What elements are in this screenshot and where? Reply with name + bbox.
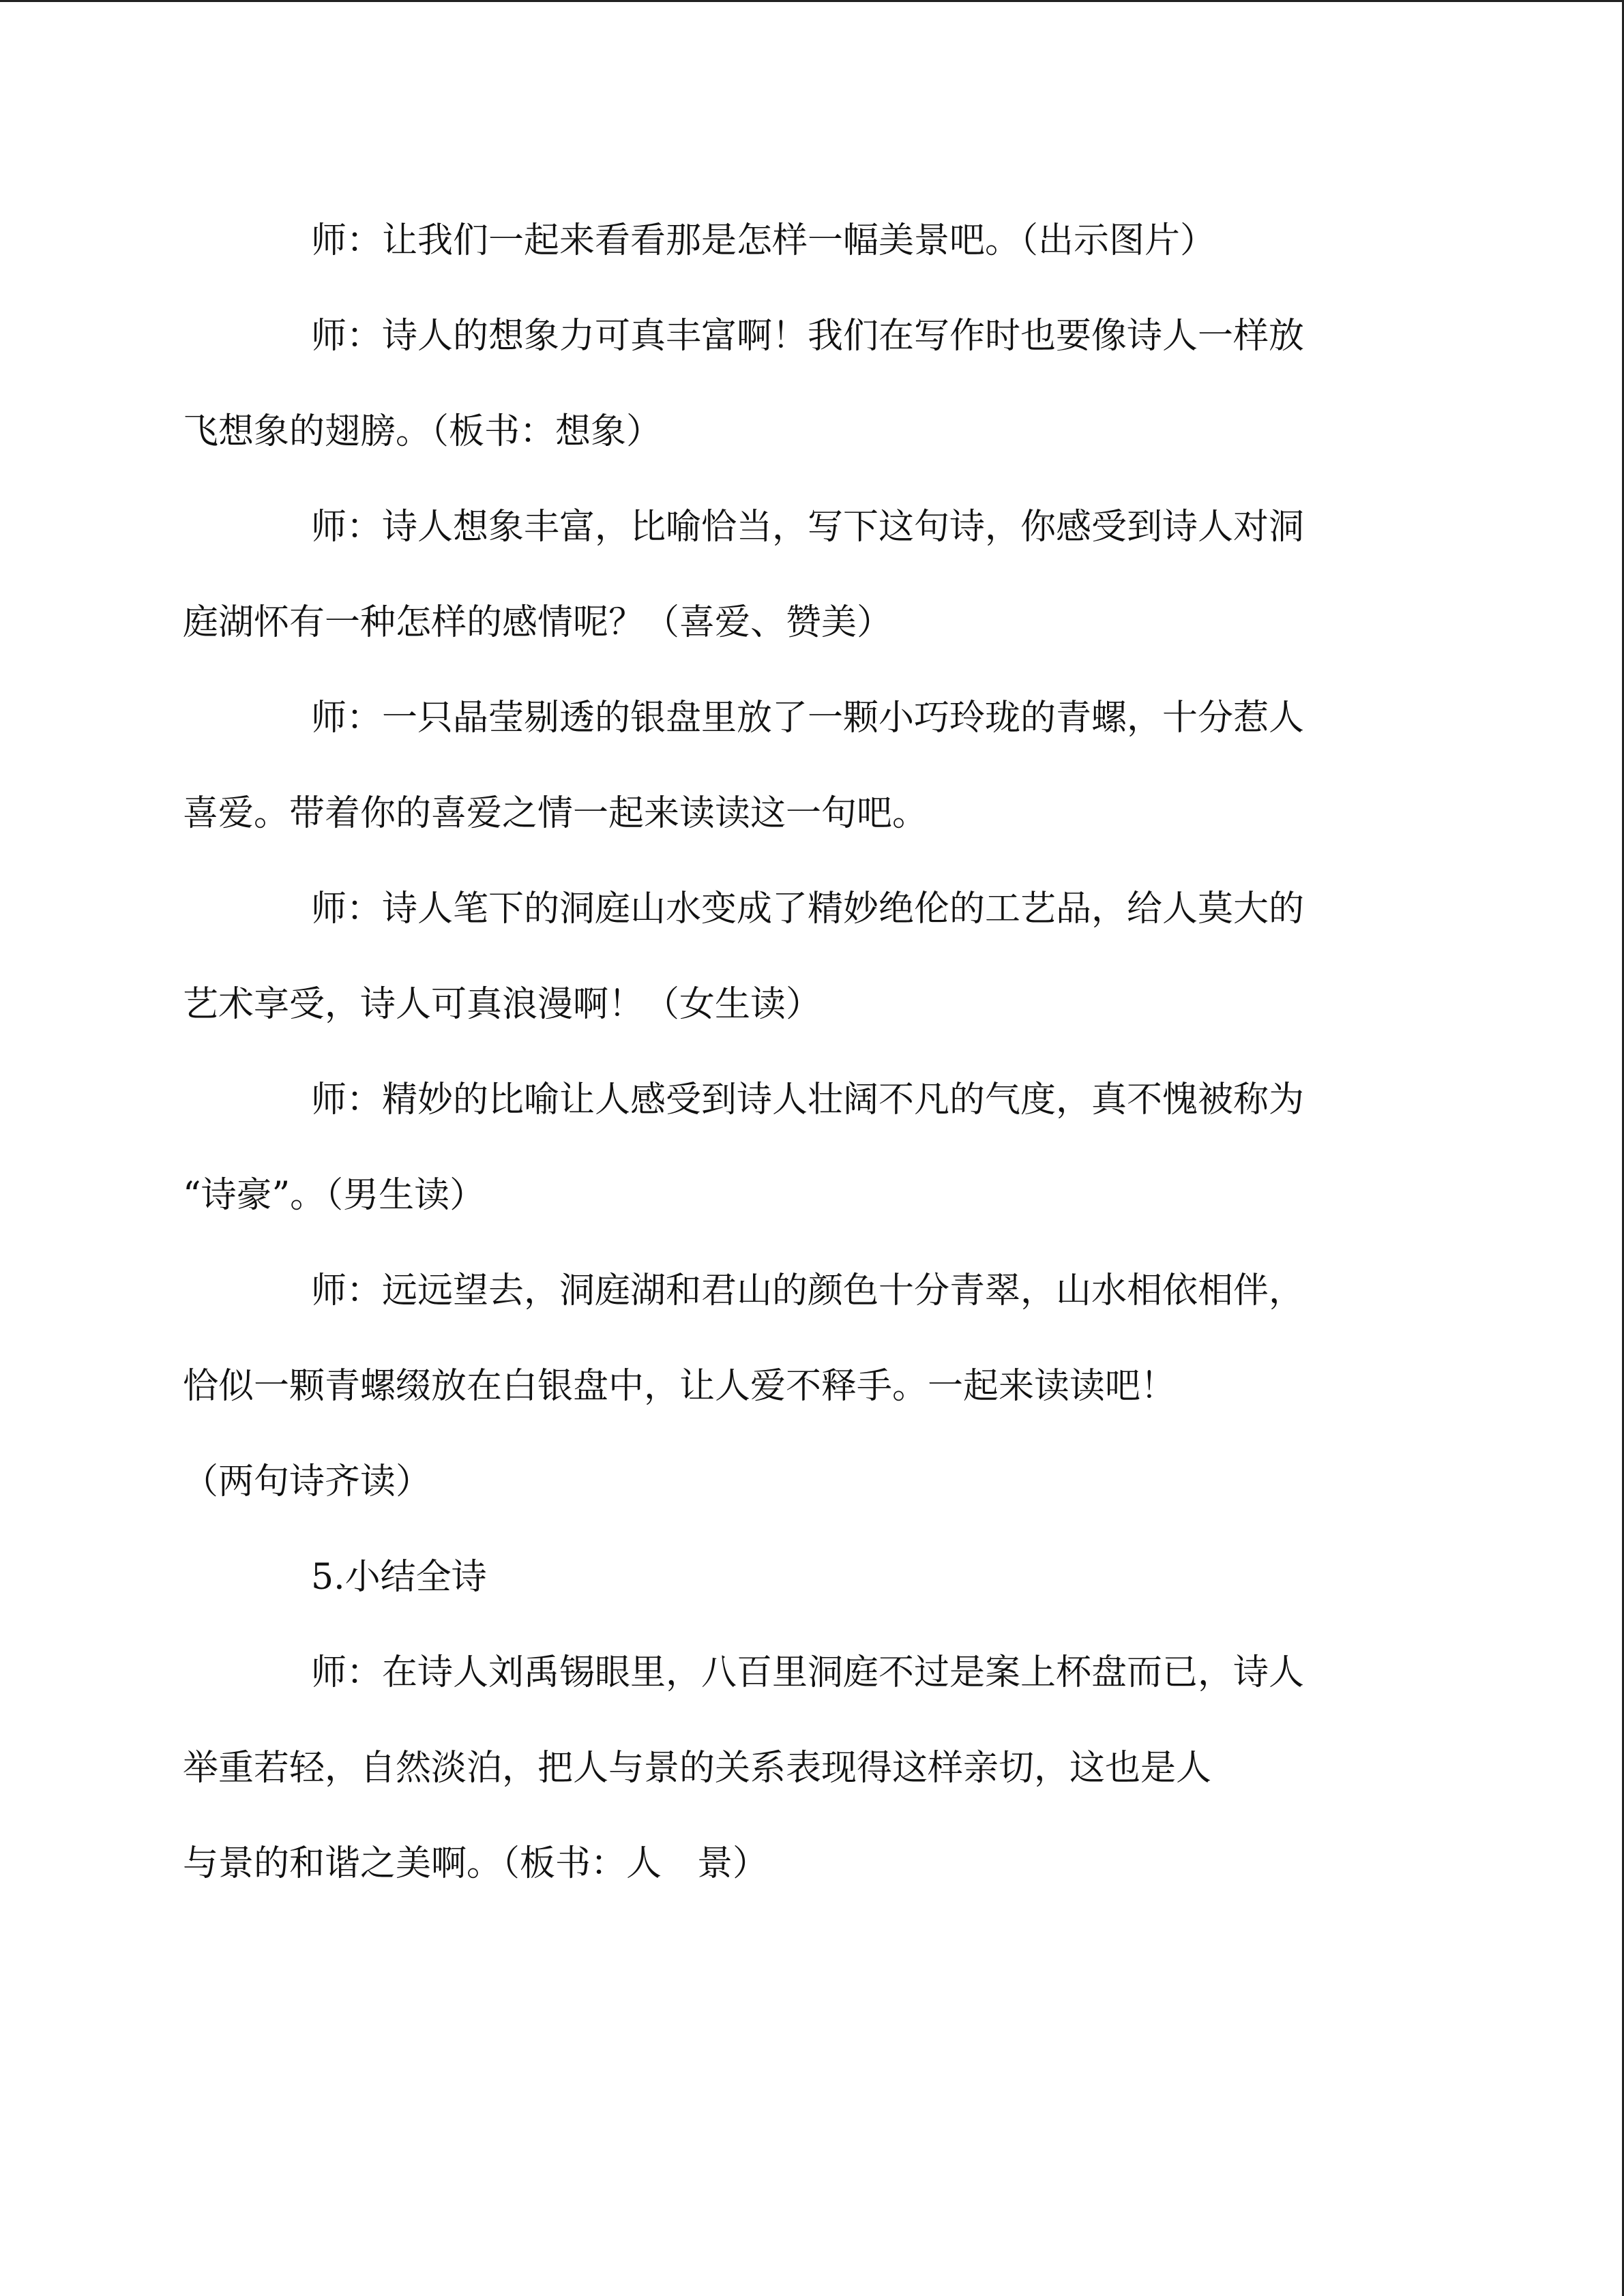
document-body xyxy=(183,193,1379,1911)
text-line: 喜爱。带着你的喜爱之情一起来读读这一句吧。 xyxy=(183,793,928,834)
text-line: 举重若轻，自然淡泊，把人与景的关系表现得这样亲切，这也是人 xyxy=(183,1748,1212,1789)
section-heading xyxy=(247,1530,1379,1625)
paragraph xyxy=(247,193,1379,288)
text-line: “诗豪”。（男生读） xyxy=(183,1175,486,1216)
text-line: 师：一只晶莹剔透的银盘里放了一颗小巧玲珑的青螺，十分惹人 xyxy=(311,698,1305,739)
text-line: 师：在诗人刘禹锡眼里，八百里洞庭不过是案上杯盘而已，诗人 xyxy=(311,1652,1305,1693)
paragraph xyxy=(183,861,1379,1052)
text-line: 庭湖怀有一种怎样的感情呢？（喜爱、赞美） xyxy=(183,602,893,643)
text-line: （两句诗齐读） xyxy=(183,1461,432,1502)
text-line: 艺术享受，诗人可真浪漫啊！（女生读） xyxy=(183,984,822,1025)
paragraph xyxy=(183,1052,1379,1243)
text-line: 师：让我们一起来看看那是怎样一幅美景吧。（出示图片） xyxy=(311,220,1216,261)
text-line: 飞想象的翅膀。（板书：想象） xyxy=(183,411,662,452)
text-line: 师：精妙的比喻让人感受到诗人壮阔不凡的气度，真不愧被称为 xyxy=(311,1079,1305,1120)
paragraph xyxy=(183,479,1379,670)
text-line: 恰似一颗青螺缀放在白银盘中，让人爱不释手。一起来读读吧！ xyxy=(183,1366,1177,1407)
text-line: 师：远远望去，洞庭湖和君山的颜色十分青翠，山水相依相伴， xyxy=(311,1270,1305,1311)
paragraph xyxy=(183,1243,1379,1530)
text-line: 5.小结全诗 xyxy=(311,1557,487,1598)
text-line: 师：诗人想象丰富，比喻恰当，写下这句诗，你感受到诗人对洞 xyxy=(311,507,1305,548)
paragraph xyxy=(183,1625,1379,1911)
paragraph xyxy=(183,670,1379,861)
text-line: 师：诗人的想象力可真丰富啊！我们在写作时也要像诗人一样放 xyxy=(311,316,1305,357)
paragraph xyxy=(183,288,1379,479)
text-line: 与景的和谐之美啊。（板书：人 景） xyxy=(183,1843,769,1884)
text-line: 师：诗人笔下的洞庭山水变成了精妙绝伦的工艺品，给人莫大的 xyxy=(311,889,1305,929)
